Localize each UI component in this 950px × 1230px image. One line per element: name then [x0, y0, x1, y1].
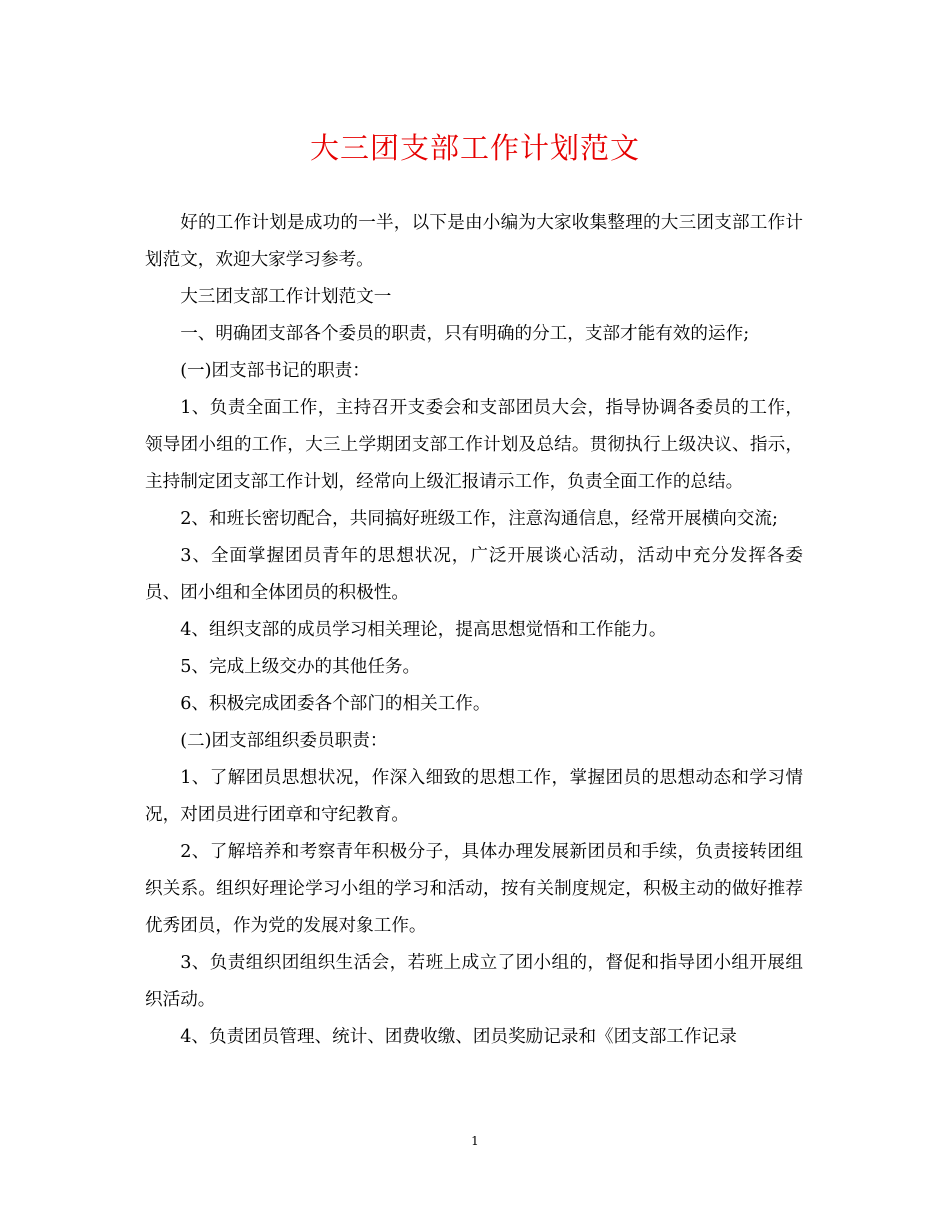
paragraph: 大三团支部工作计划范文一	[180, 287, 392, 307]
paragraph: 3、负责组织团组织生活会，若班上成立了团小组的，督促和指导团小组开展组织活动。	[145, 953, 803, 1010]
paragraph: 5、完成上级交办的其他任务。	[180, 657, 421, 677]
paragraph: 4、负责团员管理、统计、团费收缴、团员奖励记录和《团支部工作记录	[180, 1027, 737, 1047]
document-title: 大三团支部工作计划范文	[309, 131, 640, 165]
paragraph: 好的工作计划是成功的一半，以下是由小编为大家收集整理的大三团支部工作计划范文，欢迎大家学习参考。	[145, 213, 803, 270]
paragraph: 一、明确团支部各个委员的职责，只有明确的分工，支部才能有效的运作;	[180, 324, 750, 344]
paragraph: 4、组织支部的成员学习相关理论，提高思想觉悟和工作能力。	[180, 620, 667, 640]
paragraph: (二)团支部组织委员职责：	[180, 731, 388, 751]
paragraph: 3、全面掌握团员青年的思想状况，广泛开展谈心活动，活动中充分发挥各委员、团小组和全体团员的积极性。	[145, 546, 803, 603]
page-number: 1	[471, 1134, 479, 1148]
paragraph: 2、了解培养和考察青年积极分子，具体办理发展新团员和手续，负责接转团组织关系。组织好理论学习小组的学习和活动，按有关制度规定，积极主动的做好推荐优秀团员，作为党的发展对象工作。	[145, 842, 803, 936]
paragraph: 1、负责全面工作，主持召开支委会和支部团员大会，指导协调各委员的工作，领导团小组的工作，大三上学期团支部工作计划及总结。贯彻执行上级决议、指示，主持制定团支部工作计划，经常向上级汇报请示工作，负责全面工作的总结。	[145, 398, 803, 492]
paragraph: 1、了解团员思想状况，作深入细致的思想工作，掌握团员的思想动态和学习情况，对团员进行团章和守纪教育。	[145, 768, 803, 825]
paragraph: 2、和班长密切配合，共同搞好班级工作，注意沟通信息，经常开展横向交流;	[180, 509, 778, 529]
paragraph: 6、积极完成团委各个部门的相关工作。	[180, 694, 491, 714]
paragraph: (一)团支部书记的职责：	[180, 361, 370, 381]
document-body	[145, 205, 803, 1056]
